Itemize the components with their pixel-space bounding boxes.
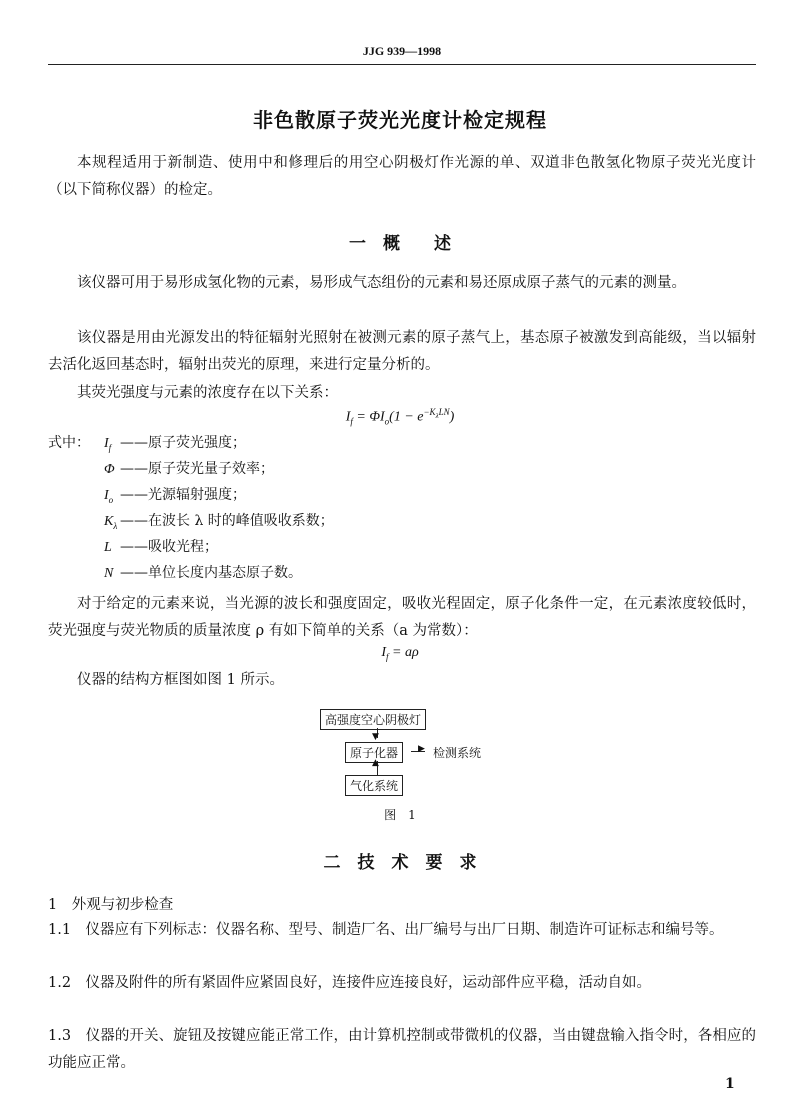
definition-row: Φ ——原子荧光量子效率；	[104, 461, 274, 477]
page-number: 1	[725, 1076, 735, 1092]
atomizer-box: 原子化器	[345, 742, 403, 763]
formula-fluorescence: $I_f = \Phi I_o(1 - e^{-K_\lambda LN})$	[345, 407, 455, 427]
lamp-box: 高强度空心阴极灯	[320, 709, 426, 730]
section-heading-overview: 一 概 述	[349, 234, 451, 254]
section-heading-requirements: 二 技 术 要 求	[323, 853, 477, 873]
definition-row: $K_\lambda$ ——在波长 λ 时的峰值吸收系数；	[104, 513, 334, 531]
where-label: 式中：	[48, 435, 90, 451]
gas-system-box: 气化系统	[345, 775, 403, 796]
intro-paragraph: 本规程适用于新制造、使用中和修理后的用空心阴极灯作光源的单、双道非色散氢化物原子荧光光度计（以下简称仪器）的检定。	[48, 155, 756, 198]
header-rule	[48, 64, 756, 65]
item-1-heading: 1 外观与初步检查	[48, 897, 174, 913]
formula-linear: $I_f = a\rho$	[381, 645, 419, 662]
definition-row: N ——单位长度内基态原子数。	[104, 565, 302, 581]
detector-label: 检测系统	[428, 742, 486, 763]
page-title: 非色散原子荧光光度计检定规程	[253, 108, 547, 132]
overview-paragraph-4: 对于给定的元素来说，当光源的波长和强度固定，吸收光程固定，原子化条件一定，在元素浓度较低时，荧光强度与荧光物质的质量浓度 ρ 有如下简单的关系（a 为常数）：	[48, 596, 756, 639]
definition-row: $I_o$ ——光源辐射强度；	[104, 487, 246, 505]
overview-paragraph-1: 该仪器可用于易形成氢化物的元素，易形成气态组份的元素和易还原成原子蒸气的元素的测量。	[77, 275, 686, 291]
definition-row: L ——吸收光程；	[104, 539, 218, 555]
figure-caption: 图 1	[384, 808, 416, 822]
document-code: JJG 939—1998	[362, 44, 442, 58]
item-1-1: 1.1 仪器应有下列标志：仪器名称、型号、制造厂名、出厂编号与出厂日期、制造许可证标志和编号等。	[48, 922, 724, 938]
definition-row: $I_f$ ——原子荧光强度；	[104, 435, 246, 453]
arrow-head-up-icon: ▲	[372, 758, 379, 768]
overview-paragraph-2: 该仪器是用由光源发出的特征辐射光照射在被测元素的原子蒸气上，基态原子被激发到高能级，当以辐射去活化返回基态时，辐射出荧光的原理，来进行定量分析的。	[48, 330, 756, 373]
item-1-3: 1.3 仪器的开关、旋钮及按键应能正常工作，由计算机控制或带微机的仪器，当由键盘输入指令时，各相应的功能应正常。	[48, 1028, 756, 1071]
arrow-head-down-icon: ▼	[372, 732, 379, 742]
overview-paragraph-5: 仪器的结构方框图如图 1 所示。	[77, 672, 284, 688]
arrow-head-right-icon: ▶	[418, 744, 425, 754]
overview-paragraph-3: 其荧光强度与元素的浓度存在以下关系：	[77, 385, 338, 401]
item-1-2: 1.2 仪器及附件的所有紧固件应紧固良好，连接件应连接良好，运动部件应平稳，活动自如。	[48, 975, 652, 991]
